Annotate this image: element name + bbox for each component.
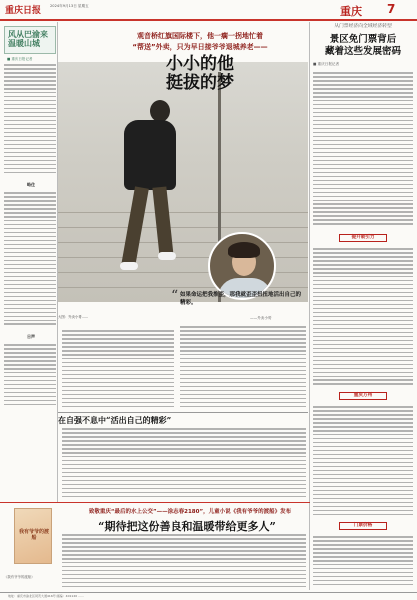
quote-author: ——外卖小哥 [250,316,272,320]
text-block [4,192,56,328]
right-headline [311,34,415,58]
section-rule [58,412,308,413]
page-footer [0,592,417,600]
article-text [62,428,306,500]
person-head [150,100,170,122]
person-leg [152,186,173,257]
right-byline: ■ 重庆日报记者 [313,62,340,66]
subhead: 略住 [27,182,35,187]
book-caption: 《我有爷爷的渡船》 [4,575,35,579]
column-banner [4,26,56,54]
right-headline-line-2: 藏着这些发展密码 [324,46,401,57]
article-text [313,406,413,520]
book-cover [14,508,52,564]
text-block [4,344,56,408]
feature-kicker-2: “帮送”外卖，只为早日接爷爷退城养老—— [132,43,268,51]
right-subhead: 提升吸引力 [339,234,387,242]
dateline: 2024年9月13日 星期五 [50,4,89,8]
column-title: 风从巴渝来 温暖山城 [8,29,48,48]
article-text [180,326,306,412]
page-number: 7 [387,2,396,16]
bottom-headline: “期待把这份善良和温暖带给更多人” [98,520,276,533]
pull-quote: 如果命运把我推歪，那我就歪歪扭扭地活出自己的精彩。 [180,292,302,306]
headline-line-2: 挺拔的梦 [166,73,234,93]
shoe [158,252,176,260]
masthead-rule [0,20,417,21]
book-title: 我有爷爷的渡船 [18,529,49,541]
person-body [124,120,176,190]
shoe [120,262,138,270]
column-divider [309,22,310,590]
bottom-kicker: 致敬重庆“最后的水上公交”——涂志春2180”，儿童小说《我有爷爷的渡船》发布 [88,509,292,515]
right-subhead: 重庆万州 [339,392,387,400]
right-column [311,22,415,598]
photo-caption: 大图：外卖小哥...... [58,315,89,319]
footer-text: 地址：重庆市渝北区同茂大道416号 邮编：401120 ...... [8,594,84,598]
right-headline-line-1: 景区免门票背后 [329,34,397,45]
article-text [62,330,174,412]
section-heading: 在自强不息中“活出自己的精彩” [58,415,172,425]
article-text [313,536,413,590]
column-byline: ■ 重庆日报记者 [7,57,33,61]
left-column [4,26,56,381]
feature-kicker: 观音桥红旗国际楼下，他一瘸一拐地忙着 [137,32,263,40]
portrait-photo [208,232,276,300]
bottom-story-rule [0,502,310,503]
feature-headline [100,55,300,93]
article-text [313,72,413,230]
headline-line-1: 小小的他 [166,54,234,74]
section-title: 重庆 [340,5,362,18]
text-block [4,64,56,178]
masthead [0,0,417,20]
subhead: 日声 [27,334,35,339]
newspaper-logo: 重庆日报 [5,6,42,16]
portrait-hair [228,242,260,258]
article-text [313,248,413,388]
right-subhead: 门票价格 [339,522,387,530]
right-kicker: 从门票经济向全域经济转型 [334,24,392,29]
quote-mark-icon: “ [171,288,179,304]
article-text [62,534,306,590]
